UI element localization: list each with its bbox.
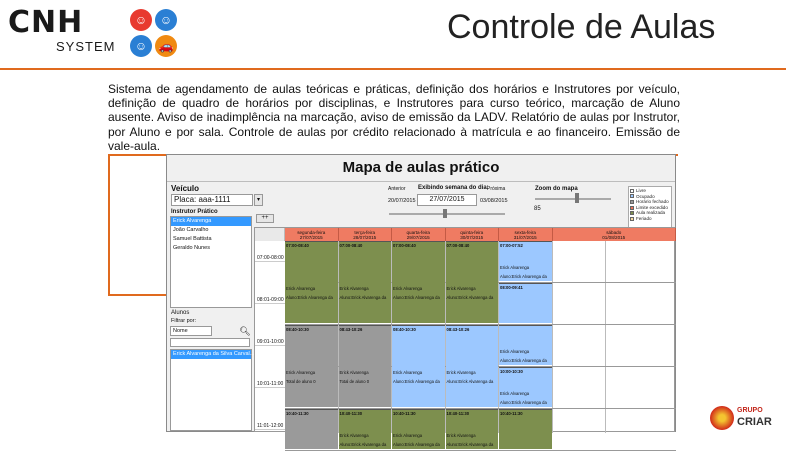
- appointment-instructor: Erick Alvarenga: [339, 286, 369, 291]
- legend-label: Aula realizada: [636, 210, 666, 216]
- appointment-time: 08:00-09:41: [500, 285, 523, 290]
- appointment-block[interactable]: [499, 325, 552, 365]
- appointment-instructor: Erick Alvarenga: [286, 286, 316, 291]
- appointment-time: 07:00-08:40: [286, 243, 309, 248]
- appointment-instructor: Erick Alvarenga: [393, 286, 423, 291]
- app-window: [166, 154, 676, 447]
- brand-line-1: GRUPO: [737, 407, 763, 414]
- instrutor-list-item[interactable]: João Carvalho: [173, 227, 209, 233]
- aluno-list-item[interactable]: Erick Alvarenga da Silva Carval...: [173, 351, 255, 357]
- legend-item: [630, 216, 670, 222]
- legend-label: Feriado: [636, 215, 652, 221]
- instrutor-list-item[interactable]: Geraldo Nunes: [173, 245, 210, 251]
- appointment-time: 08:43-10:26: [339, 327, 363, 332]
- appointment-instructor: Erick Alvarenga: [446, 433, 476, 438]
- time-slot-label: 09:01-10:00: [257, 339, 284, 345]
- appointment-instructor: Erick Alvarenga: [446, 286, 476, 291]
- current-week-field[interactable]: 27/07/2015: [417, 194, 477, 206]
- appointment-time: 10:40-11:30: [339, 411, 363, 416]
- day-date: 31/07/2015: [513, 234, 537, 240]
- expand-button[interactable]: ++: [256, 214, 274, 223]
- time-slot-label: 10:01-11:00: [257, 381, 284, 387]
- appointment-time: 10:00-10:30: [500, 369, 523, 374]
- appointment-block[interactable]: [446, 325, 499, 407]
- appointment-block[interactable]: [392, 409, 445, 449]
- appointment-block[interactable]: [499, 283, 552, 323]
- appointment-student: Total de aluno 0: [286, 379, 316, 384]
- day-date: 30/07/2015: [460, 234, 484, 240]
- legend-label: Limite excedido: [636, 204, 668, 210]
- appointment-student: Aluno:Erick Alvarenga da: [500, 274, 547, 279]
- appointment-time: 10:40-11:30: [393, 411, 416, 416]
- appointment-time: 08:40-10:30: [393, 327, 416, 332]
- appointment-block[interactable]: [392, 241, 445, 323]
- appointment-student: Aluno:Erick Alvarenga da: [500, 400, 547, 405]
- legend-label: Livre: [636, 188, 646, 193]
- zoom-slider-track[interactable]: [535, 198, 611, 200]
- day-date: 27/07/2015: [299, 234, 323, 240]
- day-name: quarta-feira: [406, 229, 430, 235]
- zoom-slider-thumb[interactable]: [575, 193, 579, 203]
- legend-swatch: [630, 217, 634, 221]
- day-name: sexta-feira: [514, 229, 536, 235]
- appointment-instructor: Erick Alvarenga: [339, 370, 369, 375]
- appointment-block[interactable]: [499, 241, 552, 281]
- instrutor-label: Instrutor Prático: [171, 209, 218, 215]
- instrutor-list-item[interactable]: Samuel Battista: [173, 236, 212, 242]
- day-date: 28/07/2015: [353, 234, 377, 240]
- appointment-time: 08:40-10:30: [286, 327, 309, 332]
- day-header: [446, 228, 500, 241]
- legend-swatch: [630, 206, 634, 210]
- appointment-student: Total de aluno 0: [339, 379, 370, 384]
- orange-frame-bottom: [108, 294, 168, 296]
- appointment-block[interactable]: [499, 409, 552, 449]
- legend-swatch: [630, 200, 634, 204]
- day-header: [339, 228, 393, 241]
- appointment-time: 07:00-08:40: [393, 243, 416, 248]
- veiculo-label: Veículo: [171, 184, 200, 193]
- logo-sub-text: SYSTEM: [56, 39, 116, 54]
- legend-box: [628, 186, 672, 230]
- day-date: 29/07/2015: [406, 234, 430, 240]
- grid-corner: [255, 228, 285, 241]
- appointment-block[interactable]: [446, 409, 499, 449]
- appointment-time: 07:00-07:52: [500, 243, 523, 248]
- exibindo-label: Exibindo semana do dia:: [418, 185, 489, 191]
- placa-select[interactable]: Placa: aaa-1111: [171, 194, 253, 206]
- aluno-list[interactable]: [170, 349, 255, 431]
- appointment-instructor: Erick Alvarenga: [286, 370, 316, 375]
- appointment-instructor: Erick Alvarenga: [393, 433, 423, 438]
- instrutor-list[interactable]: [170, 216, 252, 308]
- app-title-divider: [167, 181, 675, 182]
- appointment-instructor: Erick Alvarenga: [393, 370, 423, 375]
- anterior-label: Anterior: [388, 186, 406, 192]
- time-slot-label: 08:01-09:00: [257, 297, 284, 303]
- appointment-time: 07:00-08:40: [339, 243, 363, 248]
- next-week-link[interactable]: 03/08/2015: [480, 198, 508, 204]
- filter-select[interactable]: Nome: [170, 326, 212, 336]
- appointment-block[interactable]: [392, 325, 445, 407]
- time-slot-label: 07:00-08:00: [257, 255, 284, 261]
- app-title: Mapa de aulas prático: [342, 159, 500, 176]
- time-slot-label: 11:01-12:00: [257, 423, 284, 429]
- alunos-label: Alunos: [171, 310, 190, 316]
- day-header: [499, 228, 553, 241]
- appointment-block[interactable]: [499, 367, 552, 407]
- legend-label: Horário fechado: [636, 199, 669, 205]
- day-header: [553, 228, 677, 241]
- user-icon: ☺: [130, 35, 152, 57]
- appointment-time: 08:43-10:26: [446, 327, 470, 332]
- appointment-instructor: Erick Alvarenga: [446, 370, 476, 375]
- proxima-label: Próxima: [487, 186, 506, 192]
- brand-line-2: CRIAR: [737, 416, 772, 428]
- filter-input[interactable]: [170, 338, 250, 347]
- appointment-student: Aluno:Erick Alvarenga da: [446, 442, 494, 447]
- appointment-student: Aluno:Erick Alvarenga da: [339, 295, 387, 300]
- search-icon[interactable]: 🔍︎: [239, 326, 251, 336]
- appointment-student: Aluno:Erick Alvarenga da: [286, 295, 333, 300]
- appointment-instructor: Erick Alvarenga: [339, 433, 369, 438]
- criar-emblem-icon: [710, 406, 734, 430]
- day-date: 01/08/2015: [602, 234, 626, 240]
- legend-label: Ocupado: [636, 193, 655, 199]
- orange-frame-left: [108, 154, 110, 296]
- day-name: quinta-feira: [460, 229, 484, 235]
- appointment-student: Aluno:Erick Alvarenga da: [393, 379, 440, 384]
- appointment-student: Aluno:Erick Alvarenga da: [446, 295, 494, 300]
- week-slider-thumb[interactable]: [443, 209, 447, 218]
- appointment-student: Aluno:Erick Alvarenga da: [339, 442, 387, 447]
- appointment-time: 10:40-11:30: [500, 411, 523, 416]
- page-title: Controle de Aulas: [447, 8, 716, 46]
- appointment-block[interactable]: [285, 325, 338, 407]
- appointment-block[interactable]: [446, 241, 499, 323]
- day-column[interactable]: [553, 241, 607, 433]
- appointment-block[interactable]: [339, 409, 392, 449]
- feature-description: Sistema de agendamento de aulas teóricas e práticas, definição dos horários e Instrutores por veículo, definição de quadro de horários por disciplinas, e Instrutores para curso teórico, marcação de Aluno ausente. Aviso de inadimplência na marcação, aviso de emissão da LADV. Relatório de aulas por Instrutor, por Aluno e por sala. Controle de aulas por crédito relacionado à matrícula e ao financeiro. Emissão de vale-aula.: [108, 82, 680, 153]
- legend-swatch: [630, 211, 634, 215]
- placa-dropdown-button[interactable]: ▾: [254, 194, 263, 206]
- grupo-criar-logo: [710, 403, 780, 433]
- day-header: [285, 228, 339, 241]
- header-divider: [0, 68, 786, 70]
- appointment-block[interactable]: [285, 241, 338, 323]
- appointment-instructor: Erick Alvarenga: [500, 391, 530, 396]
- appointment-time: 10:40-11:30: [446, 411, 470, 416]
- appointment-student: Aluno:Erick Alvarenga da: [500, 358, 547, 363]
- instructor-icon: ☺: [130, 9, 152, 31]
- zoom-value: 85: [534, 206, 541, 212]
- cnh-system-logo: [6, 6, 178, 58]
- appointment-student: Aluno:Erick Alvarenga da: [393, 295, 440, 300]
- zoom-label: Zoom do mapa: [535, 186, 578, 192]
- day-name: sábado: [606, 229, 622, 235]
- appointment-student: Aluno:Erick Alvarenga da: [446, 379, 494, 384]
- filtrar-label: Filtrar por:: [171, 318, 197, 324]
- legend-swatch: [630, 194, 634, 198]
- appointment-block[interactable]: [339, 325, 392, 407]
- day-name: terça-feira: [354, 229, 376, 235]
- legend-swatch: [630, 189, 634, 193]
- student-icon: ☺: [155, 9, 177, 31]
- schedule-grid: [254, 227, 675, 447]
- car-icon: 🚗: [155, 35, 177, 57]
- day-header: [392, 228, 446, 241]
- appointment-time: 07:00-08:40: [446, 243, 470, 248]
- appointment-block[interactable]: [339, 241, 392, 323]
- logo-main-text: CNH: [8, 5, 84, 40]
- appointment-student: Aluno:Erick Alvarenga da: [393, 442, 440, 447]
- day-name: segunda-feira: [297, 229, 326, 235]
- appointment-instructor: Erick Alvarenga: [500, 265, 530, 270]
- appointment-instructor: Erick Alvarenga: [500, 349, 530, 354]
- appointment-time: 10:40-11:30: [286, 411, 309, 416]
- logo-icon-grid: [130, 9, 178, 57]
- appointment-block[interactable]: [285, 409, 338, 449]
- previous-week-link[interactable]: 20/07/2015: [388, 198, 416, 204]
- instrutor-list-item[interactable]: Erick Alvarenga: [171, 217, 251, 226]
- week-slider-track[interactable]: [389, 213, 505, 215]
